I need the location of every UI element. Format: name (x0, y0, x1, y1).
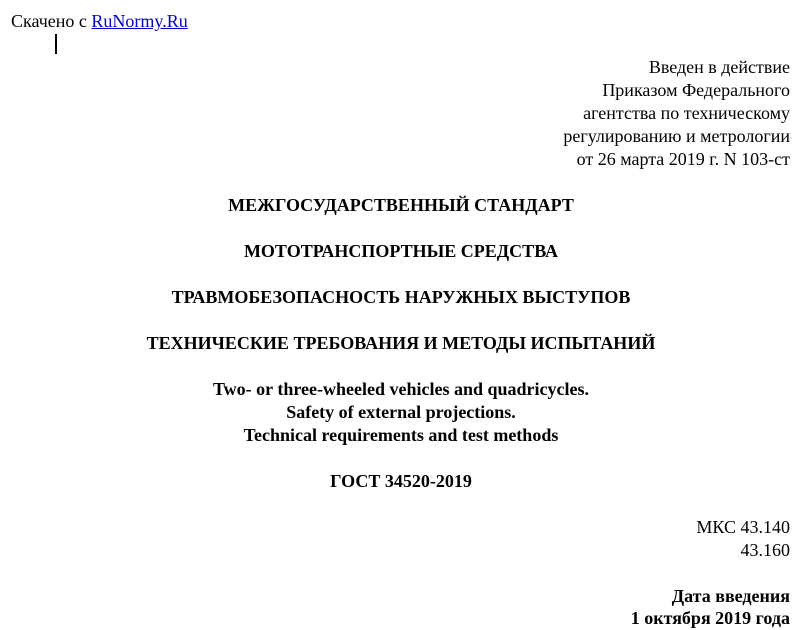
topic-heading: ТРАВМОБЕЗОПАСНОСТЬ НАРУЖНЫХ ВЫСТУПОВ (171, 287, 631, 307)
english-title-line: Technical requirements and test methods (243, 425, 559, 445)
english-title-line: Safety of external projections. (286, 402, 516, 422)
downloaded-prefix: Скачено с (11, 11, 92, 31)
scope-heading: ТЕХНИЧЕСКИЕ ТРЕБОВАНИЯ И МЕТОДЫ ИСПЫТАНИЙ (146, 333, 656, 353)
enactment-line: агентства по техническому (583, 103, 790, 123)
subject-heading: МОТОТРАНСПОРТНЫЕ СРЕДСТВА (243, 241, 559, 261)
intro-date-value: 1 октября 2019 года (630, 608, 790, 628)
download-source-line (11, 10, 188, 33)
english-title-line: Two- or three-wheeled vehicles and quadricycles. (213, 379, 589, 399)
source-link[interactable]: RuNormy.Ru (91, 11, 188, 31)
intro-date-label: Дата введения (671, 586, 790, 606)
classification-code: 43.160 (740, 540, 790, 560)
enactment-line: Введен в действие (648, 57, 790, 77)
enactment-line: регулированию и метрологии (563, 126, 790, 146)
text-cursor (55, 34, 57, 54)
standard-type-heading: МЕЖГОСУДАРСТВЕННЫЙ СТАНДАРТ (228, 195, 574, 215)
enactment-line: от 26 марта 2019 г. N 103-ст (576, 149, 790, 169)
standard-designation: ГОСТ 34520-2019 (330, 471, 472, 491)
classification-code: МКС 43.140 (696, 517, 790, 537)
enactment-line: Приказом Федерального (602, 80, 790, 100)
